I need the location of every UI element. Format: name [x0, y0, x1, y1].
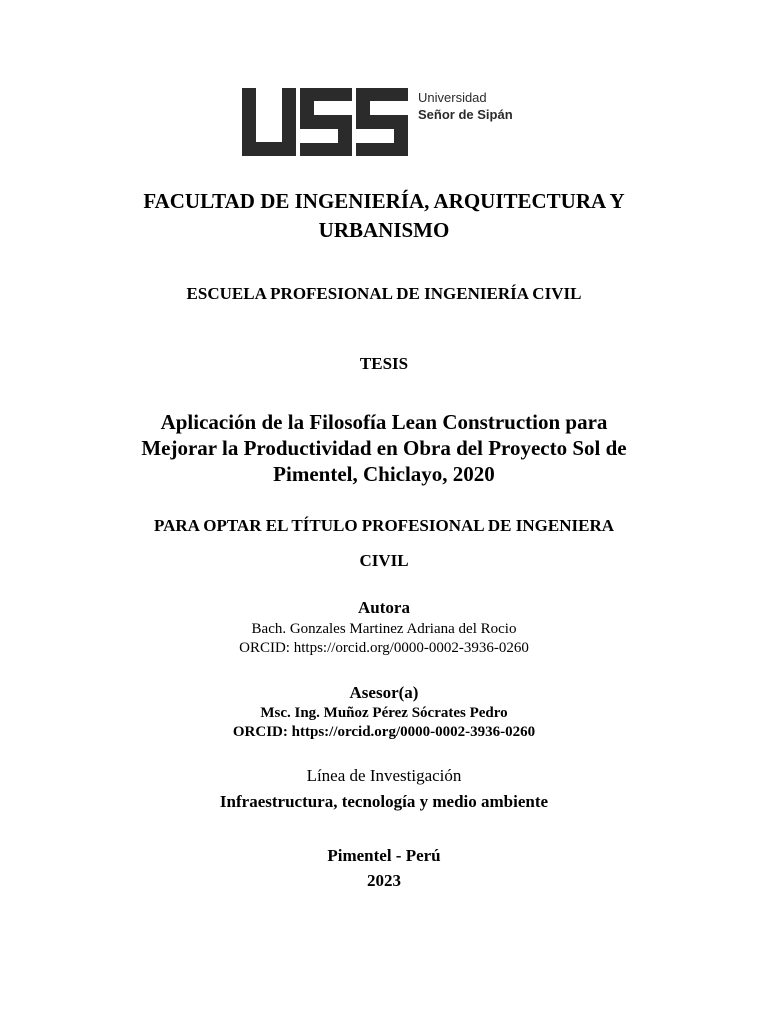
faculty-line2: URBANISMO	[318, 218, 450, 242]
advisor-name: Msc. Ing. Muñoz Pérez Sócrates Pedro	[260, 705, 508, 721]
author-label: Autora	[358, 598, 410, 617]
thesis-title	[0, 409, 768, 487]
uss-logo-mark	[242, 88, 410, 156]
year: 2023	[367, 871, 401, 890]
university-name-line2: Señor de Sipán	[418, 107, 513, 122]
thesis-title-line3: Pimentel, Chiclayo, 2020	[273, 462, 495, 486]
thesis-title-line2: Mejorar la Productividad en Obra del Proyecto Sol de	[141, 436, 627, 460]
research-line-value: Infraestructura, tecnología y medio ambiente	[219, 792, 549, 811]
advisor-label: Asesor(a)	[349, 683, 419, 702]
school-heading: ESCUELA PROFESIONAL DE INGENIERÍA CIVIL	[186, 284, 582, 303]
thesis-title-line1: Aplicación de la Filosofía Lean Construction para	[160, 410, 608, 434]
degree-line1: PARA OPTAR EL TÍTULO PROFESIONAL DE INGENIERA	[153, 516, 615, 535]
advisor-orcid: ORCID: https://orcid.org/0000-0002-3936-0260	[232, 724, 536, 740]
faculty-heading	[0, 187, 768, 245]
author-orcid: ORCID: https://orcid.org/0000-0002-3936-0260	[239, 640, 529, 656]
university-logo	[242, 88, 542, 156]
faculty-line1: FACULTAD DE INGENIERÍA, ARQUITECTURA Y	[143, 189, 625, 213]
university-name-line1: Universidad	[418, 90, 487, 105]
degree-statement	[0, 508, 768, 578]
degree-line2: CIVIL	[359, 551, 409, 570]
author-name: Bach. Gonzales Martinez Adriana del Rocio	[251, 621, 517, 637]
place: Pimentel - Perú	[327, 846, 441, 865]
research-line-label: Línea de Investigación	[306, 766, 462, 785]
document-type: TESIS	[359, 354, 409, 373]
university-name	[418, 89, 513, 123]
